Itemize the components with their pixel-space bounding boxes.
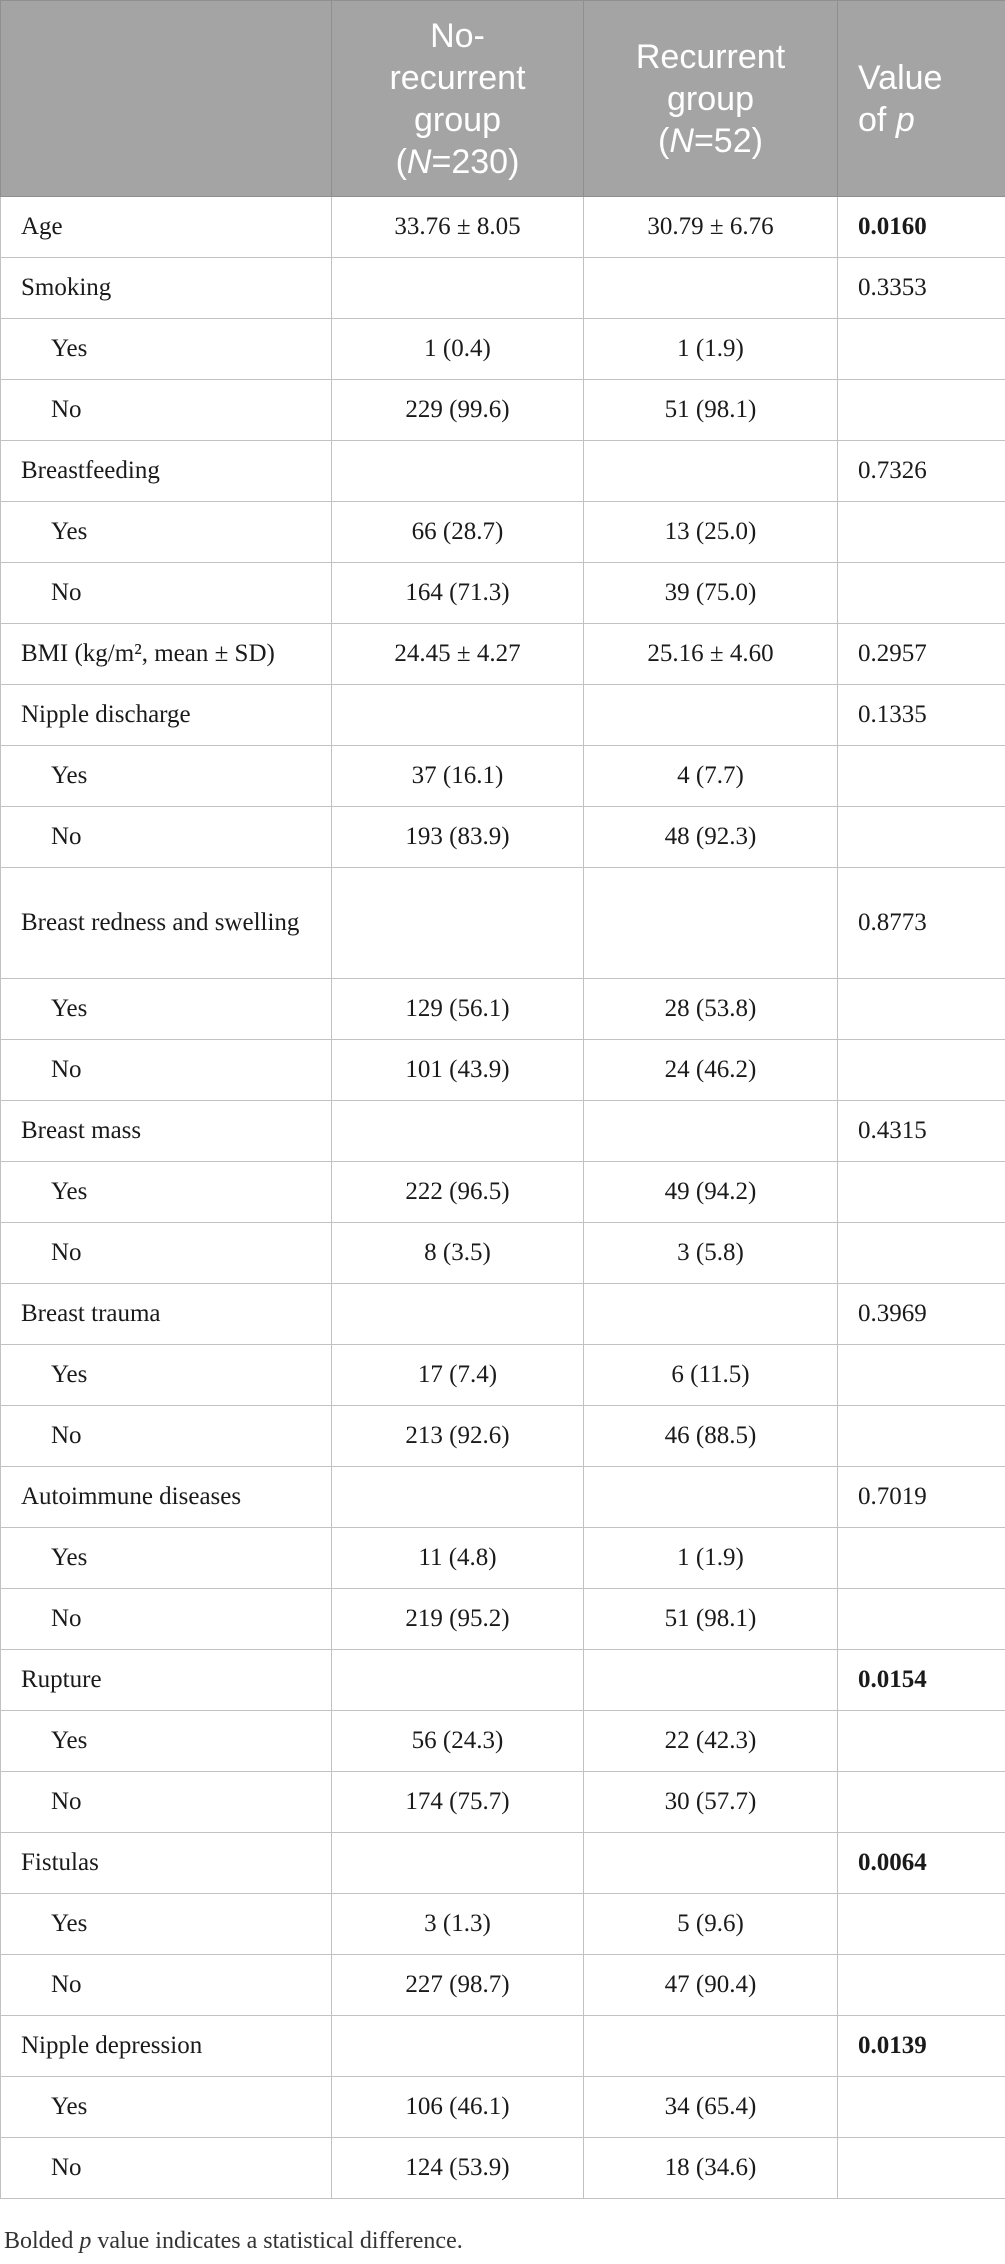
recurrent-value: 34 (65.4) <box>584 2077 838 2138</box>
no-recurrent-value <box>332 2016 584 2077</box>
header-no-recurrent-line1: No- <box>430 16 485 55</box>
table-row <box>1 319 1005 380</box>
table-row <box>1 441 1005 502</box>
recurrent-value <box>584 685 838 746</box>
recurrent-value: 48 (92.3) <box>584 807 838 868</box>
no-recurrent-value <box>332 1284 584 1345</box>
footnote-prefix: Bolded <box>4 2228 80 2254</box>
table-row <box>1 563 1005 624</box>
table-row <box>1 1040 1005 1101</box>
no-recurrent-value: 213 (92.6) <box>332 1406 584 1467</box>
p-value: 0.7019 <box>838 1467 1005 1528</box>
no-recurrent-value: 11 (4.8) <box>332 1528 584 1589</box>
row-label: BMI (kg/m², mean ± SD) <box>1 624 332 685</box>
recurrent-value <box>584 1467 838 1528</box>
footnote-italic: p <box>79 2228 92 2254</box>
header-p-value <box>838 1 1005 197</box>
no-recurrent-value <box>332 1101 584 1162</box>
row-label: Yes <box>1 746 332 807</box>
row-label: Yes <box>1 1528 332 1589</box>
recurrent-value: 6 (11.5) <box>584 1345 838 1406</box>
table-row <box>1 807 1005 868</box>
recurrent-value <box>584 1101 838 1162</box>
header-no-recurrent-group: No- recurrent group (N=230) <box>332 1 584 197</box>
p-value <box>838 380 1005 441</box>
row-label: Nipple discharge <box>1 685 332 746</box>
no-recurrent-value: 3 (1.3) <box>332 1894 584 1955</box>
table-row <box>1 1650 1005 1711</box>
no-recurrent-value: 37 (16.1) <box>332 746 584 807</box>
no-recurrent-value: 66 (28.7) <box>332 502 584 563</box>
p-value <box>838 1345 1005 1406</box>
recurrent-value: 18 (34.6) <box>584 2138 838 2199</box>
recurrent-value: 3 (5.8) <box>584 1223 838 1284</box>
recurrent-value: 39 (75.0) <box>584 563 838 624</box>
header-recurrent-line2: group <box>667 79 754 118</box>
header-no-recurrent-n-value: =230 <box>431 142 509 181</box>
table-row <box>1 1101 1005 1162</box>
recurrent-value: 30 (57.7) <box>584 1772 838 1833</box>
no-recurrent-value: 17 (7.4) <box>332 1345 584 1406</box>
table-row <box>1 1406 1005 1467</box>
p-value <box>838 1040 1005 1101</box>
recurrent-value: 46 (88.5) <box>584 1406 838 1467</box>
table-row <box>1 1894 1005 1955</box>
p-value <box>838 502 1005 563</box>
header-no-recurrent-line3: group <box>414 100 501 139</box>
no-recurrent-value: 56 (24.3) <box>332 1711 584 1772</box>
row-label: Nipple depression <box>1 2016 332 2077</box>
row-label: Breast mass <box>1 1101 332 1162</box>
no-recurrent-value: 101 (43.9) <box>332 1040 584 1101</box>
p-value: 0.7326 <box>838 441 1005 502</box>
table-row <box>1 685 1005 746</box>
table-row <box>1 1589 1005 1650</box>
p-value <box>838 1894 1005 1955</box>
no-recurrent-value: 164 (71.3) <box>332 563 584 624</box>
table-row <box>1 380 1005 441</box>
row-label: No <box>1 1955 332 2016</box>
p-value <box>838 1711 1005 1772</box>
no-recurrent-value: 8 (3.5) <box>332 1223 584 1284</box>
row-label: No <box>1 807 332 868</box>
recurrent-value: 4 (7.7) <box>584 746 838 807</box>
table-row <box>1 1711 1005 1772</box>
table-row <box>1 2138 1005 2199</box>
row-label: Yes <box>1 502 332 563</box>
p-value <box>838 563 1005 624</box>
no-recurrent-value <box>332 1650 584 1711</box>
table-row <box>1 1345 1005 1406</box>
row-label: Breast trauma <box>1 1284 332 1345</box>
recurrent-value: 13 (25.0) <box>584 502 838 563</box>
no-recurrent-value: 24.45 ± 4.27 <box>332 624 584 685</box>
table-row <box>1 1772 1005 1833</box>
recurrent-value <box>584 441 838 502</box>
recurrent-value <box>584 2016 838 2077</box>
recurrent-value: 24 (46.2) <box>584 1040 838 1101</box>
recurrent-value: 28 (53.8) <box>584 979 838 1040</box>
row-label: Smoking <box>1 258 332 319</box>
row-label: No <box>1 2138 332 2199</box>
recurrent-value <box>584 1284 838 1345</box>
table-row <box>1 624 1005 685</box>
footnote-suffix: value indicates a statistical difference. <box>91 2228 463 2254</box>
no-recurrent-value <box>332 685 584 746</box>
p-value <box>838 2077 1005 2138</box>
recurrent-value: 25.16 ± 4.60 <box>584 624 838 685</box>
row-label: Yes <box>1 2077 332 2138</box>
recurrent-value <box>584 1833 838 1894</box>
table-footnote <box>4 2228 463 2255</box>
recurrent-value: 49 (94.2) <box>584 1162 838 1223</box>
no-recurrent-value: 124 (53.9) <box>332 2138 584 2199</box>
row-label: Breastfeeding <box>1 441 332 502</box>
header-row <box>1 1 1005 197</box>
header-no-recurrent-n-label: N <box>406 142 432 181</box>
table-row <box>1 1162 1005 1223</box>
header-p-italic: p <box>895 100 915 139</box>
table-row <box>1 1528 1005 1589</box>
header-recurrent-line1: Recurrent <box>635 37 786 76</box>
row-label: Autoimmune diseases <box>1 1467 332 1528</box>
table-row <box>1 1467 1005 1528</box>
p-value: 0.3969 <box>838 1284 1005 1345</box>
header-recurrent-n-label: N <box>669 121 694 160</box>
table-row <box>1 502 1005 563</box>
no-recurrent-value <box>332 1467 584 1528</box>
p-value <box>838 1223 1005 1284</box>
p-value: 0.1335 <box>838 685 1005 746</box>
header-variable <box>1 1 332 197</box>
p-value: 0.0139 <box>838 2016 1005 2077</box>
header-p-line2: of <box>858 100 887 139</box>
header-recurrent-group: Recurrent group (N=52) <box>584 1 838 197</box>
row-label: No <box>1 1589 332 1650</box>
row-label: Age <box>1 197 332 258</box>
p-value <box>838 979 1005 1040</box>
table-row <box>1 258 1005 319</box>
row-label: Yes <box>1 1894 332 1955</box>
header-recurrent-n-value: =52 <box>693 121 752 160</box>
row-label: No <box>1 1772 332 1833</box>
no-recurrent-value: 227 (98.7) <box>332 1955 584 2016</box>
table-row <box>1 197 1005 258</box>
no-recurrent-value <box>332 441 584 502</box>
no-recurrent-value <box>332 258 584 319</box>
table-row <box>1 1955 1005 2016</box>
p-value <box>838 1589 1005 1650</box>
table-row <box>1 746 1005 807</box>
p-value <box>838 2138 1005 2199</box>
no-recurrent-value: 129 (56.1) <box>332 979 584 1040</box>
table-row <box>1 1284 1005 1345</box>
no-recurrent-value: 33.76 ± 8.05 <box>332 197 584 258</box>
recurrent-value: 51 (98.1) <box>584 380 838 441</box>
row-label: Yes <box>1 319 332 380</box>
row-label: Fistulas <box>1 1833 332 1894</box>
table-row <box>1 2077 1005 2138</box>
p-value: 0.4315 <box>838 1101 1005 1162</box>
table-header <box>1 1 1005 197</box>
p-value: 0.0160 <box>838 197 1005 258</box>
row-label: No <box>1 563 332 624</box>
no-recurrent-value: 193 (83.9) <box>332 807 584 868</box>
row-label: No <box>1 1406 332 1467</box>
table-row <box>1 868 1005 979</box>
row-label: Yes <box>1 1162 332 1223</box>
recurrent-value: 1 (1.9) <box>584 1528 838 1589</box>
table-body <box>1 197 1005 2199</box>
no-recurrent-value: 174 (75.7) <box>332 1772 584 1833</box>
no-recurrent-value <box>332 1833 584 1894</box>
p-value <box>838 319 1005 380</box>
row-label: Rupture <box>1 1650 332 1711</box>
table-row <box>1 979 1005 1040</box>
row-label: Yes <box>1 1711 332 1772</box>
header-p-line1: Value <box>858 58 943 97</box>
no-recurrent-value: 1 (0.4) <box>332 319 584 380</box>
no-recurrent-value: 222 (96.5) <box>332 1162 584 1223</box>
p-value: 0.0064 <box>838 1833 1005 1894</box>
row-label: No <box>1 1223 332 1284</box>
table-row <box>1 1833 1005 1894</box>
recurrent-value <box>584 1650 838 1711</box>
no-recurrent-value: 219 (95.2) <box>332 1589 584 1650</box>
p-value <box>838 1406 1005 1467</box>
p-value: 0.8773 <box>838 868 1005 979</box>
table-row <box>1 1223 1005 1284</box>
recurrent-value <box>584 258 838 319</box>
recurrent-value: 5 (9.6) <box>584 1894 838 1955</box>
table-row <box>1 2016 1005 2077</box>
row-label: Breast redness and swelling <box>1 868 332 979</box>
no-recurrent-value <box>332 868 584 979</box>
recurrent-value <box>584 868 838 979</box>
row-label: No <box>1 1040 332 1101</box>
p-value <box>838 807 1005 868</box>
p-value <box>838 1528 1005 1589</box>
row-label: No <box>1 380 332 441</box>
recurrent-value: 30.79 ± 6.76 <box>584 197 838 258</box>
no-recurrent-value: 229 (99.6) <box>332 380 584 441</box>
p-value <box>838 1772 1005 1833</box>
recurrent-value: 47 (90.4) <box>584 1955 838 2016</box>
p-value <box>838 746 1005 807</box>
recurrent-value: 51 (98.1) <box>584 1589 838 1650</box>
recurrent-value: 1 (1.9) <box>584 319 838 380</box>
row-label: Yes <box>1 1345 332 1406</box>
header-no-recurrent-line2: recurrent <box>389 58 526 97</box>
p-value: 0.2957 <box>838 624 1005 685</box>
p-value: 0.0154 <box>838 1650 1005 1711</box>
recurrent-value: 22 (42.3) <box>584 1711 838 1772</box>
p-value: 0.3353 <box>838 258 1005 319</box>
no-recurrent-value: 106 (46.1) <box>332 2077 584 2138</box>
p-value <box>838 1162 1005 1223</box>
row-label: Yes <box>1 979 332 1040</box>
p-value <box>838 1955 1005 2016</box>
